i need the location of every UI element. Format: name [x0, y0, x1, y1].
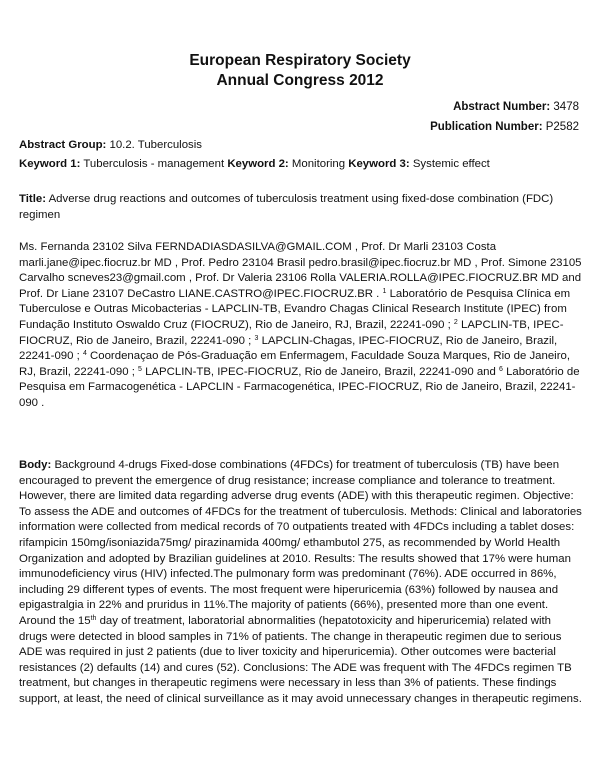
body-label: Body:	[19, 459, 52, 471]
congress-header	[0, 51, 600, 91]
keyword3-label: Keyword 3:	[348, 158, 410, 170]
abstract-number-label: Abstract Number:	[453, 101, 551, 113]
title-value: Adverse drug reactions and outcomes of tuberculosis treatment using fixed-dose combination (FDC) regimen	[19, 193, 554, 221]
abstract-body	[19, 458, 582, 708]
body-superscript-th: th	[90, 614, 97, 622]
publication-number-label: Publication Number:	[430, 121, 543, 133]
affiliation-marker-2: 2	[453, 318, 458, 326]
affiliation-3: LAPCLIN-Chagas, IPEC-FIOCRUZ, Rio de Janeiro, Brazil, 22241-090 ;	[19, 334, 558, 363]
affiliation-marker-5: 5	[138, 365, 142, 373]
keyword2-label: Keyword 2:	[227, 158, 289, 170]
keywords-line	[19, 157, 582, 173]
title-label: Title:	[19, 193, 47, 205]
abstract-number	[453, 100, 579, 114]
abstract-group-value: 10.2. Tuberculosis	[109, 139, 202, 151]
affiliation-4: Coordenaçao de Pós-Graduação em Enfermagem, Faculdade Souza Marques, Rio de Janeiro, RJ, Brazil, 22241-090 ;	[19, 350, 570, 378]
affiliation-marker-3: 3	[254, 334, 259, 342]
affiliation-marker-1: 1	[382, 287, 387, 295]
keyword1-label: Keyword 1:	[19, 158, 81, 170]
authors-affiliations	[19, 240, 582, 412]
abstract-group-label: Abstract Group:	[19, 139, 107, 151]
keyword2-value: Monitoring	[291, 158, 346, 170]
keyword1-value: Tuberculosis - management	[83, 158, 225, 170]
body-text-part1: Background 4-drugs Fixed-dose combinations (4FDCs) for treatment of tuberculosis (TB) have been encouraged to prevent the emergence of drug resistance; increase compliance and tolerance to treatment. However, there are limited data regarding adverse drug events (ADE) with this therapeutic regimen. Objective: To assess the ADE and outcomes of 4FDCs for the treatment of tuberculosis. Methods: Clinical and laboratories information were collected from medical records of 70 outpatients treated with 4FDCs including a tablet doses: rifampicin 150mg/isoniazida75mg/ pirazinamida 400mg/ ethambutol 275, as recommended by World Health Organization and adopted by Brazilian guidelines at 2010. Results: The results showed that 17% were human immunodeficiency virus (HIV) infected.The pulmonary form was predominant (76%). ADE occurred in 86%, including 29 different types of events. The most frequent were hiperuricemia (63%) followed by nausea and epigastralgia in 22% and pruridus in 11%.The majority of patients (66%), presented more than one event. Around the 15	[19, 459, 582, 627]
publication-number-value: P2582	[545, 121, 579, 133]
title-section	[19, 192, 582, 223]
abstract-number-value: 3478	[553, 101, 579, 113]
keyword3-value: Systemic effect	[412, 158, 490, 170]
affiliation-6: Laboratório de Pesquisa em Farmacogenética - LAPCLIN - Farmacogenética, IPEC-FIOCRUZ, Rio de Janeiro, Brazil, 22241-090 .	[19, 365, 580, 409]
publication-number	[430, 120, 579, 134]
authors-list: Ms. Fernanda 23102 Silva FERNDADIASDASILVA@GMAIL.COM , Prof. Dr Marli 23103 Costa marli.jane@ipec.fiocruz.br MD , Prof. Pedro 23104 Brasil pedro.brasil@ipec.fiocruz.br MD , Prof. Simone 23105 Carvalho scneves23@gmail.com , Prof. Dr Valeria 23106 Rolla VALERIA.ROLLA@IPEC.FIOCRUZ.BR MD and Prof. Dr Liane 23107 DeCastro LIANE.CASTRO@IPEC.FIOCRUZ.BR .	[19, 241, 582, 300]
header-title-line2: Annual Congress 2012	[216, 72, 384, 89]
header-title-line1: European Respiratory Society	[189, 52, 411, 69]
abstract-group	[19, 138, 582, 154]
affiliation-marker-6: 6	[499, 365, 503, 373]
affiliation-2: LAPCLIN-TB, IPEC-FIOCRUZ, Rio de Janeiro, Brazil, 22241-090 ;	[19, 318, 564, 347]
body-text-part2: day of treatment, laboratorial abnormalities (hepatotoxicity and hiperuricemia) related with drugs were detected in blood samples in 71% of patients. The change in therapeutic regimen due to serious ADE was required in just 2 patients (due to liver toxicity and hiperuricemia). Other outcomes were bacterial resistances (2) defaults (14) and cures (52). Conclusions: The ADE was frequent with The 4FDCs regimen TB treatment, but changes in therapeutic regimens were necessary in less than 3% of patients. These findings support, at least, the need of clinical surveillance as it may avoid unnecessary changes in therapeutic regimens.	[19, 614, 582, 705]
affiliation-marker-4: 4	[82, 350, 87, 358]
affiliation-5: LAPCLIN-TB, IPEC-FIOCRUZ, Rio de Janeiro, Brazil, 22241-090 and	[141, 365, 499, 378]
affiliation-1: Laboratório de Pesquisa Clínica em Tuberculose e Outras Micobacterias - LAPCLIN-TB, Evandro Chagas Clinical Research Institute (IPEC) from Fundação Instituto Oswaldo Cruz (FIOCRUZ), Rio de Janeiro, RJ, Brazil, 22241-090 ;	[19, 287, 571, 331]
